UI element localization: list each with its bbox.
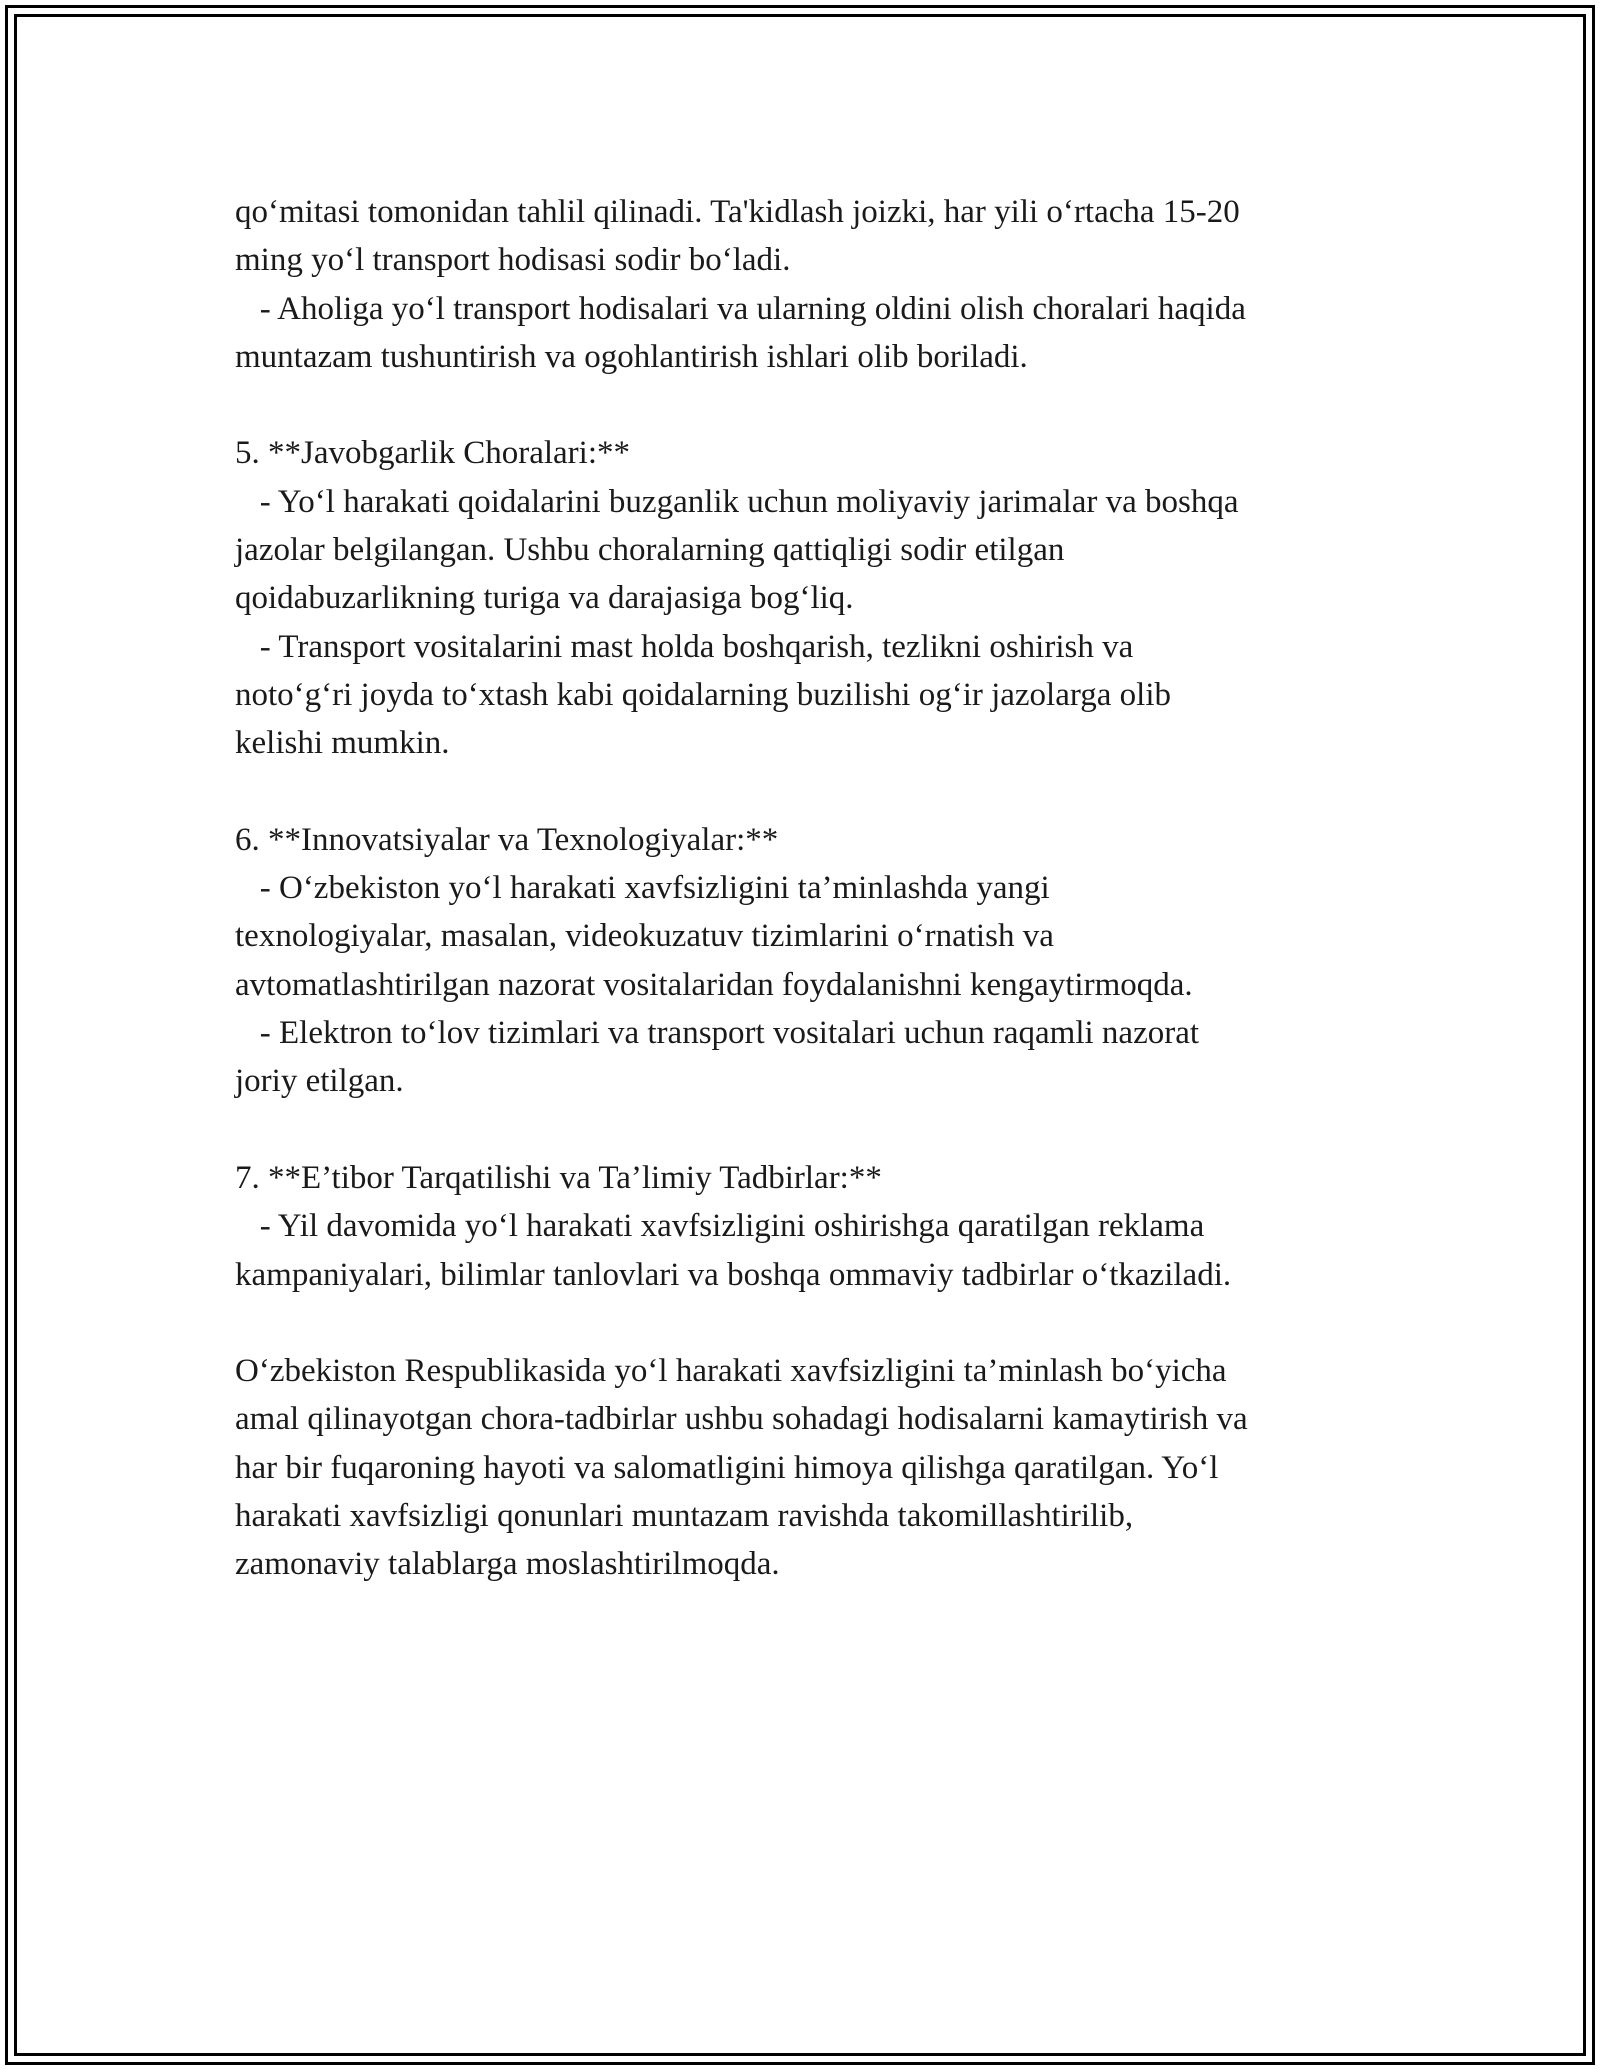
text-line: qo‘mitasi tomonidan tahlil qilinadi. Ta'kidlash joizki, har yili o‘rtacha 15-20 xyxy=(235,194,1240,230)
text-line: - Yo‘l harakati qoidalarini buzganlik uchun moliyaviy jarimalar va boshqa xyxy=(235,483,1239,520)
text-line: amal qilinayotgan chora-tadbirlar ushbu sohadagi hodisalarni kamaytirish va xyxy=(235,1401,1248,1438)
section-7 xyxy=(235,1154,1400,1299)
section-heading: 5. **Javobgarlik Choralari:** xyxy=(235,435,631,472)
text-line: muntazam tushuntirish va ogohlantirish ishlari olib boriladi. xyxy=(235,338,1028,375)
text-line: har bir fuqaroning hayoti va salomatligini himoya qilishga qaratilgan. Yo‘l xyxy=(235,1449,1219,1486)
intro-bullet xyxy=(235,285,1400,382)
text-line: ming yo‘l transport hodisasi sodir bo‘ladi. xyxy=(235,242,791,279)
text-line: - Transport vositalarini mast holda boshqarish, tezlikni oshirish va xyxy=(235,628,1134,665)
text-line: zamonaviy talablarga moslashtirilmoqda. xyxy=(235,1546,780,1583)
text-line: joriy etilgan. xyxy=(235,1063,404,1100)
text-line: O‘zbekiston Respublikasida yo‘l harakati xavfsizligini ta’minlash bo‘yicha xyxy=(235,1353,1227,1390)
text-line: - Aholiga yo‘l transport hodisalari va ularning oldini olish choralari haqida xyxy=(235,290,1246,327)
paragraph-gap xyxy=(235,1299,1400,1347)
text-line: - O‘zbekiston yo‘l harakati xavfsizligini ta’minlashda yangi xyxy=(235,870,1050,907)
text-line: kelishi mumkin. xyxy=(235,725,450,762)
text-line: jazolar belgilangan. Ushbu choralarning qattiqligi sodir etilgan xyxy=(235,532,1065,569)
intro-paragraph xyxy=(235,188,1400,285)
conclusion-paragraph xyxy=(235,1347,1400,1588)
text-line: kampaniyalari, bilimlar tanlovlari va boshqa ommaviy tadbirlar o‘tkaziladi. xyxy=(235,1256,1232,1293)
text-line: texnologiyalar, masalan, videokuzatuv tizimlarini o‘rnatish va xyxy=(235,918,1054,955)
text-line: noto‘g‘ri joyda to‘xtash kabi qoidalarning buzilishi og‘ir jazolarga olib xyxy=(235,676,1172,713)
document-body xyxy=(235,188,1400,1589)
text-line: qoidabuzarlikning turiga va darajasiga bog‘liq. xyxy=(235,580,854,617)
paragraph-gap xyxy=(235,381,1400,429)
text-line: harakati xavfsizligi qonunlari muntazam ravishda takomillashtirilib, xyxy=(235,1498,1134,1535)
section-heading: 7. **E’tibor Tarqatilishi va Ta’limiy Tadbirlar:** xyxy=(235,1159,882,1196)
section-5 xyxy=(235,429,1400,767)
paragraph-gap xyxy=(235,768,1400,816)
paragraph-gap xyxy=(235,1106,1400,1154)
section-heading: 6. **Innovatsiyalar va Texnologiyalar:** xyxy=(235,821,779,858)
section-6 xyxy=(235,816,1400,1106)
text-line: - Yil davomida yo‘l harakati xavfsizligini oshirishga qaratilgan reklama xyxy=(235,1208,1205,1245)
text-line: avtomatlashtirilgan nazorat vositalaridan foydalanishni kengaytirmoqda. xyxy=(235,966,1193,1003)
text-line: - Elektron to‘lov tizimlari va transport vositalari uchun raqamli nazorat xyxy=(235,1015,1200,1052)
